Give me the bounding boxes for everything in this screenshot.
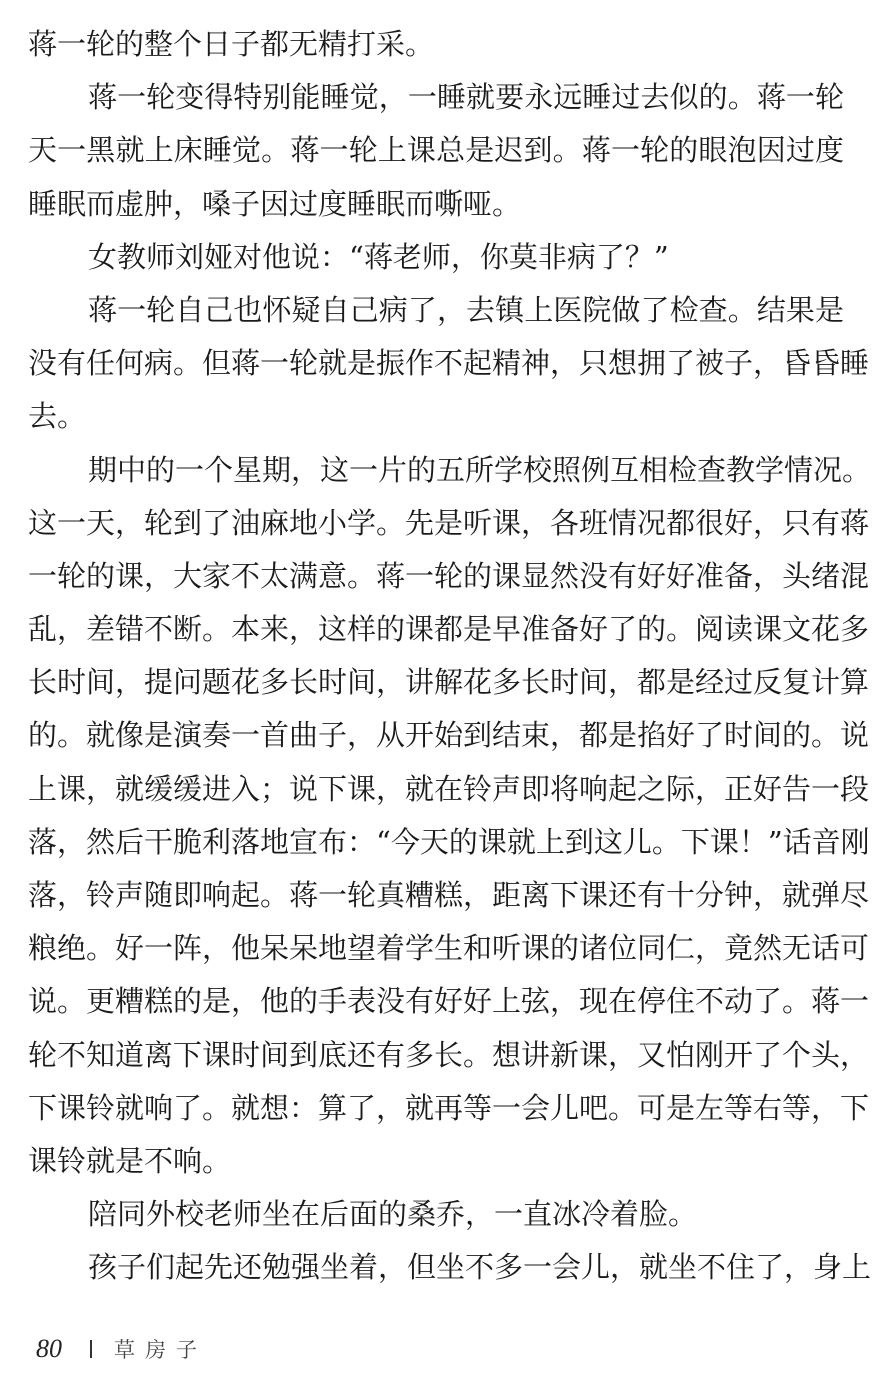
text-line: 蒋一轮的整个日子都无精打采。 <box>28 27 435 61</box>
text-line: 没有任何病。但蒋一轮就是振作不起精神，只想拥了被子，昏昏睡 <box>28 346 870 381</box>
text-line: 课铃就是不响。 <box>28 1143 232 1178</box>
text-line: 睡眠而虚肿，嗓子因过度睡眠而嘶哑。 <box>28 186 522 221</box>
text-line: 落，铃声随即响起。蒋一轮真糟糕，距离下课还有十分钟，就弹尽 <box>28 878 870 912</box>
page-body <box>28 18 872 1295</box>
book-title: 草房子 <box>114 1338 207 1362</box>
text-line: 一轮的课，大家不太满意。蒋一轮的课显然没有好好准备，头绪混 <box>28 558 870 593</box>
text-line: 这一天，轮到了油麻地小学。先是听课，各班情况都很好，只有蒋 <box>28 505 870 540</box>
page-footer <box>36 1334 207 1364</box>
text-line: 蒋一轮变得特别能睡觉，一睡就要永远睡过去似的。蒋一轮 <box>88 80 844 115</box>
text-line: 长时间，提问题花多长时间，讲解花多长时间，都是经过反复计算 <box>28 665 870 700</box>
text-line: 去。 <box>28 399 87 434</box>
text-line: 上课，就缓缓进入；说下课，就在铃声即将响起之际，正好告一段 <box>28 771 870 806</box>
page-number: 80 <box>36 1334 62 1363</box>
text-line: 期中的一个星期，这一片的五所学校照例互相检查教学情况。 <box>88 452 872 487</box>
text-line: 落，然后干脆利落地宣布：“今天的课就上到这儿。下课！”话音刚 <box>28 824 870 859</box>
text-line: 女教师刘娅对他说：“蒋老师，你莫非病了？” <box>88 239 669 274</box>
text-line: 轮不知道离下课时间到底还有多长。想讲新课，又怕刚开了个头， <box>28 1037 870 1072</box>
text-line: 孩子们起先还勉强坐着，但坐不多一会儿，就坐不住了，身上 <box>88 1250 872 1285</box>
text-line: 天一黑就上床睡觉。蒋一轮上课总是迟到。蒋一轮的眼泡因过度 <box>28 133 844 168</box>
text-line: 说。更糟糕的是，他的手表没有好好上弦，现在停住不动了。蒋一 <box>28 984 870 1019</box>
text-line: 粮绝。好一阵，他呆呆地望着学生和听课的诸位同仁，竟然无话可 <box>28 931 870 966</box>
footer-divider <box>90 1340 92 1358</box>
text-line: 乱，差错不断。本来，这样的课都是早准备好了的。阅读课文花多 <box>28 612 870 647</box>
text-line: 下课铃就响了。就想：算了，就再等一会儿吧。可是左等右等，下 <box>28 1090 870 1125</box>
text-line: 陪同外校老师坐在后面的桑乔，一直冰冷着脸。 <box>88 1197 698 1232</box>
text-line: 的。就像是演奏一首曲子，从开始到结束，都是掐好了时间的。说 <box>28 718 870 753</box>
text-line: 蒋一轮自己也怀疑自己病了，去镇上医院做了检查。结果是 <box>88 292 844 327</box>
